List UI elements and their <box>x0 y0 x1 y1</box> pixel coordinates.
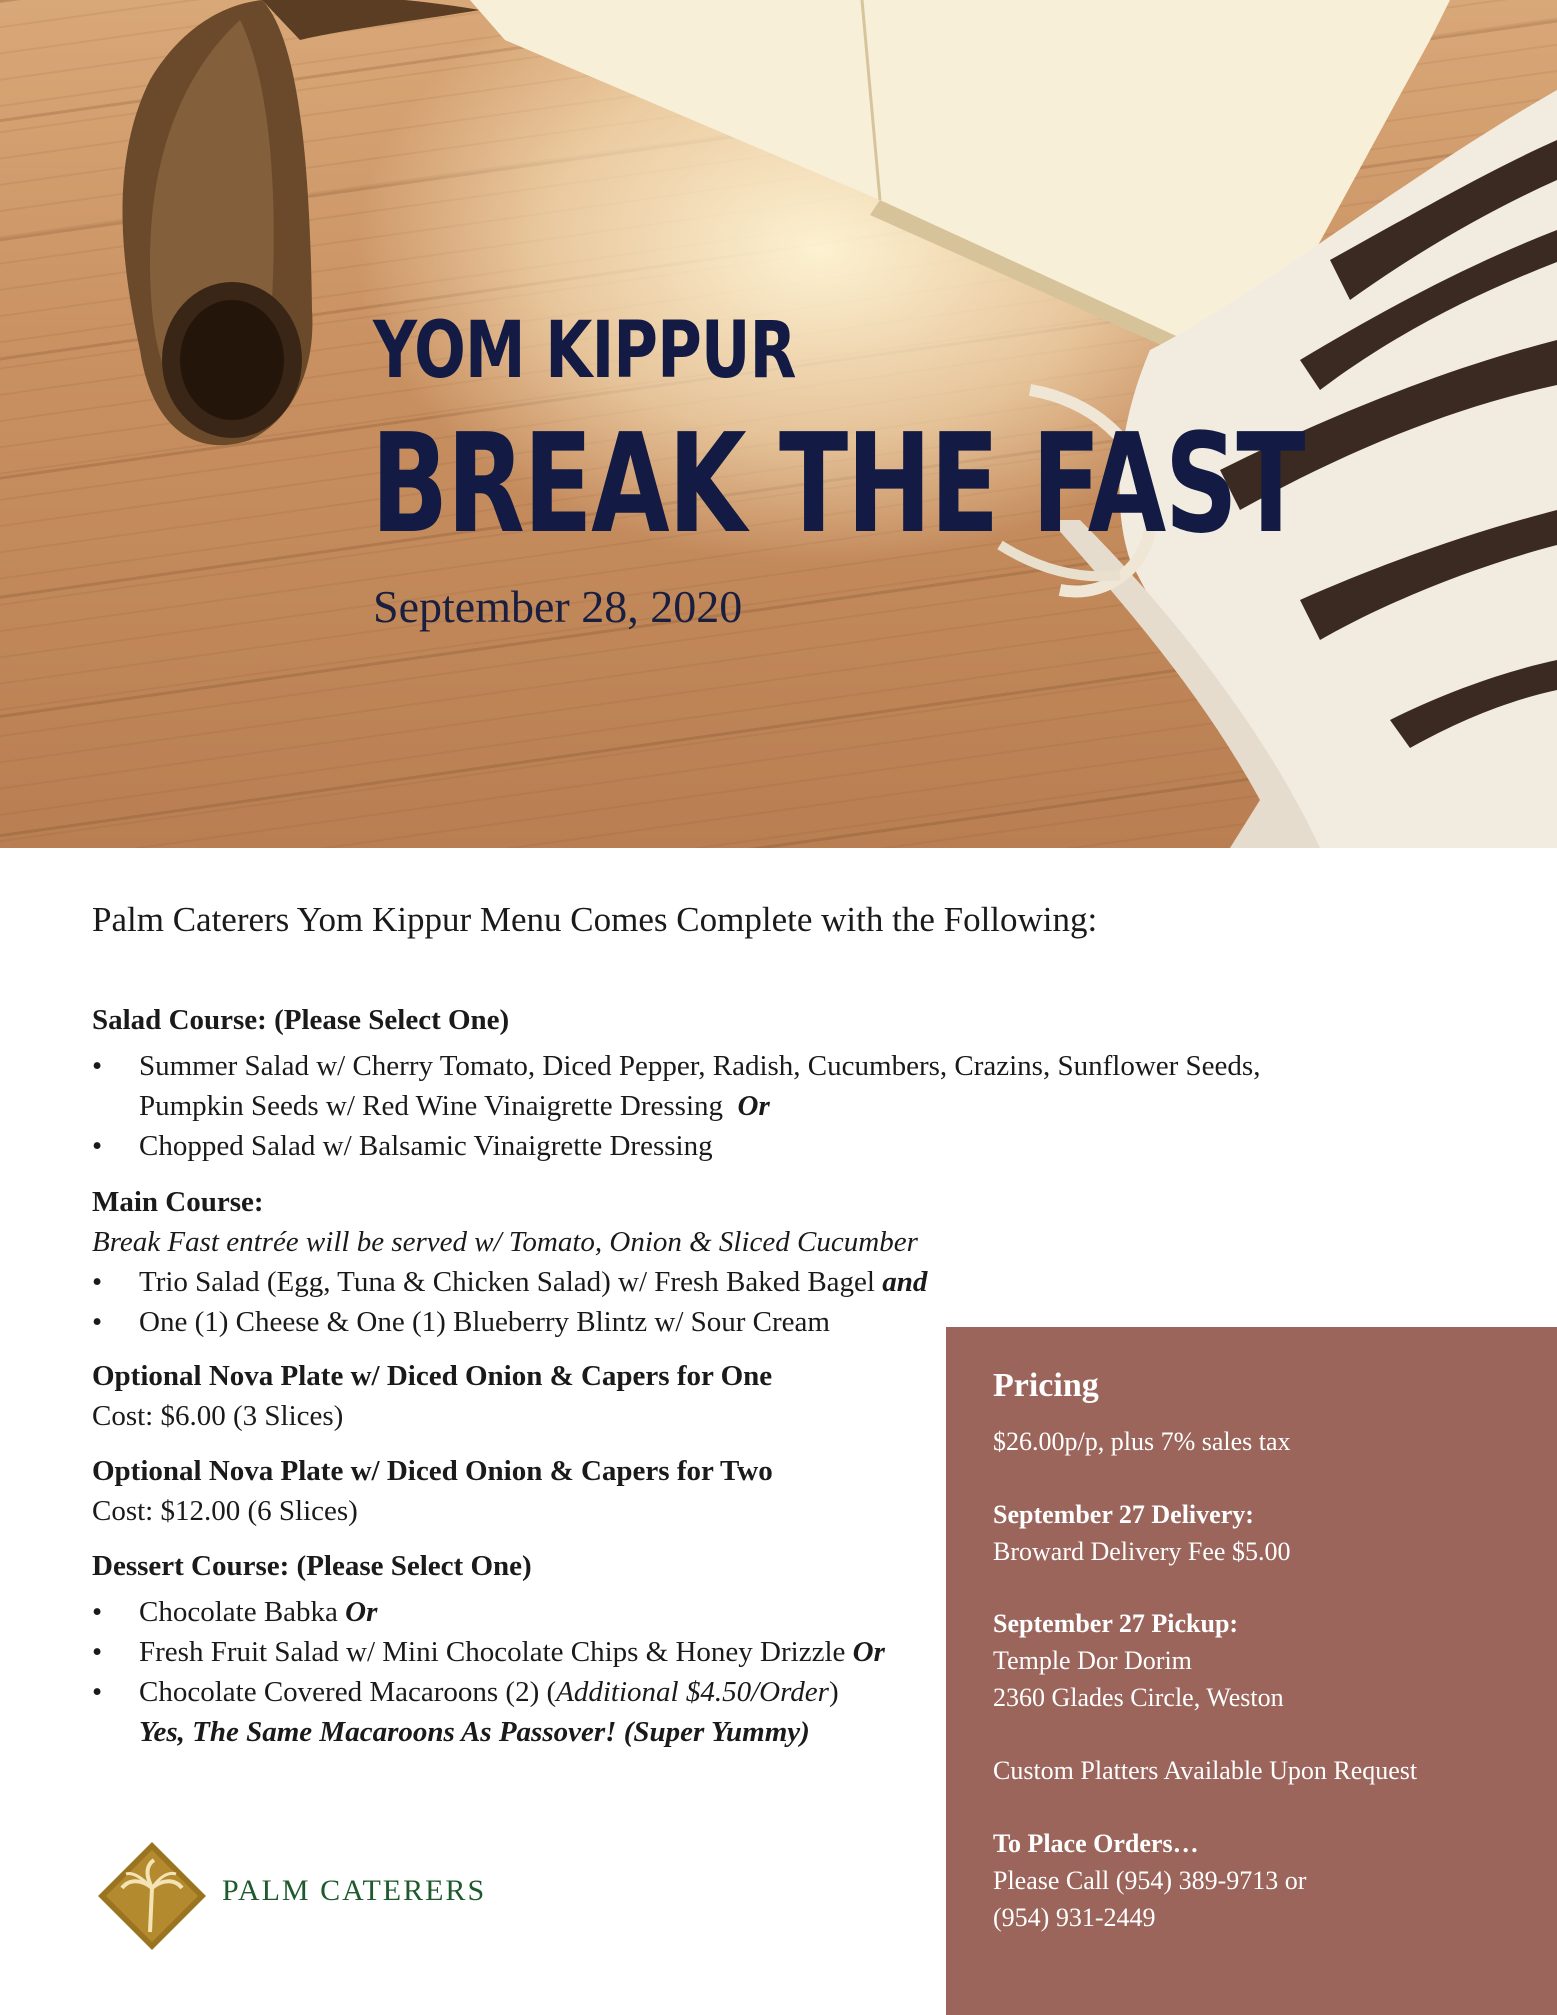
nova-one-heading: Optional Nova Plate w/ Diced Onion & Capers for One <box>92 1360 773 1392</box>
pickup-heading: September 27 Pickup: <box>993 1609 1239 1638</box>
title-break-the-fast: BREAK THE FAST <box>371 405 1304 564</box>
salad-heading: Salad Course: (Please Select One) <box>92 1004 510 1036</box>
title-yom-kippur: YOM KIPPUR <box>373 306 796 396</box>
event-date: September 28, 2020 <box>373 581 743 632</box>
delivery-heading: September 27 Delivery: <box>993 1500 1254 1529</box>
dessert-item-1: Chocolate Babka <box>139 1596 338 1628</box>
bullet-icon: • <box>92 1266 103 1298</box>
main-note: Break Fast entrée will be served w/ Tomato, Onion & Sliced Cucumber <box>92 1226 918 1258</box>
dessert-item-3-extra-cost: Additional $4.50/Order <box>556 1676 829 1708</box>
menu-intro: Palm Caterers Yom Kippur Menu Comes Complete with the Following: <box>92 900 1098 939</box>
hero-banner <box>0 0 1557 848</box>
bullet-icon: • <box>92 1306 103 1338</box>
salad-item-1-line-1: Summer Salad w/ Cherry Tomato, Diced Pepper, Radish, Cucumbers, Crazins, Sunflower Seeds, <box>139 1050 1261 1082</box>
salad-or-label: Or <box>737 1090 770 1122</box>
bullet-icon: • <box>92 1596 103 1628</box>
main-and-label: and <box>882 1266 928 1298</box>
pricing-price: $26.00p/p, plus 7% sales tax <box>993 1427 1291 1456</box>
orders-phone-line-2: (954) 931-2449 <box>993 1903 1156 1932</box>
brand-name: PALM CATERERS <box>222 1874 487 1907</box>
dessert-heading: Dessert Course: (Please Select One) <box>92 1550 532 1582</box>
nova-two-cost: Cost: $12.00 (6 Slices) <box>92 1495 358 1527</box>
bullet-icon: • <box>92 1636 103 1668</box>
pickup-address: 2360 Glades Circle, Weston <box>993 1683 1284 1712</box>
orders-heading: To Place Orders… <box>993 1829 1199 1858</box>
pricing-heading: Pricing <box>993 1367 1099 1404</box>
nova-one-cost: Cost: $6.00 (3 Slices) <box>92 1400 344 1432</box>
custom-platters-note: Custom Platters Available Upon Request <box>993 1756 1418 1785</box>
salad-item-1-line-2: Pumpkin Seeds w/ Red Wine Vinaigrette Dressing <box>139 1090 724 1122</box>
palm-logo-icon <box>96 1840 208 1952</box>
dessert-item-3: Chocolate Covered Macaroons (2) ( <box>139 1676 557 1708</box>
bullet-icon: • <box>92 1676 103 1708</box>
dessert-or-label-2: Or <box>852 1636 885 1668</box>
pickup-place: Temple Dor Dorim <box>993 1646 1192 1675</box>
delivery-fee: Broward Delivery Fee $5.00 <box>993 1537 1291 1566</box>
bullet-icon: • <box>92 1130 103 1162</box>
dessert-item-3-note: Yes, The Same Macaroons As Passover! (Super Yummy) <box>139 1716 810 1748</box>
dessert-or-label-1: Or <box>345 1596 378 1628</box>
main-item-1: Trio Salad (Egg, Tuna & Chicken Salad) w/ Fresh Baked Bagel <box>139 1266 875 1298</box>
dessert-item-2: Fresh Fruit Salad w/ Mini Chocolate Chips & Honey Drizzle <box>139 1636 846 1668</box>
main-item-2: One (1) Cheese & One (1) Blueberry Blintz w/ Sour Cream <box>139 1306 830 1338</box>
bullet-icon: • <box>92 1050 103 1082</box>
orders-phone-line-1: Please Call (954) 389-9713 or <box>993 1866 1307 1895</box>
nova-two-heading: Optional Nova Plate w/ Diced Onion & Capers for Two <box>92 1455 773 1487</box>
main-heading: Main Course: <box>92 1186 264 1218</box>
salad-item-2: Chopped Salad w/ Balsamic Vinaigrette Dressing <box>139 1130 713 1162</box>
pricing-panel <box>946 1327 1557 2015</box>
